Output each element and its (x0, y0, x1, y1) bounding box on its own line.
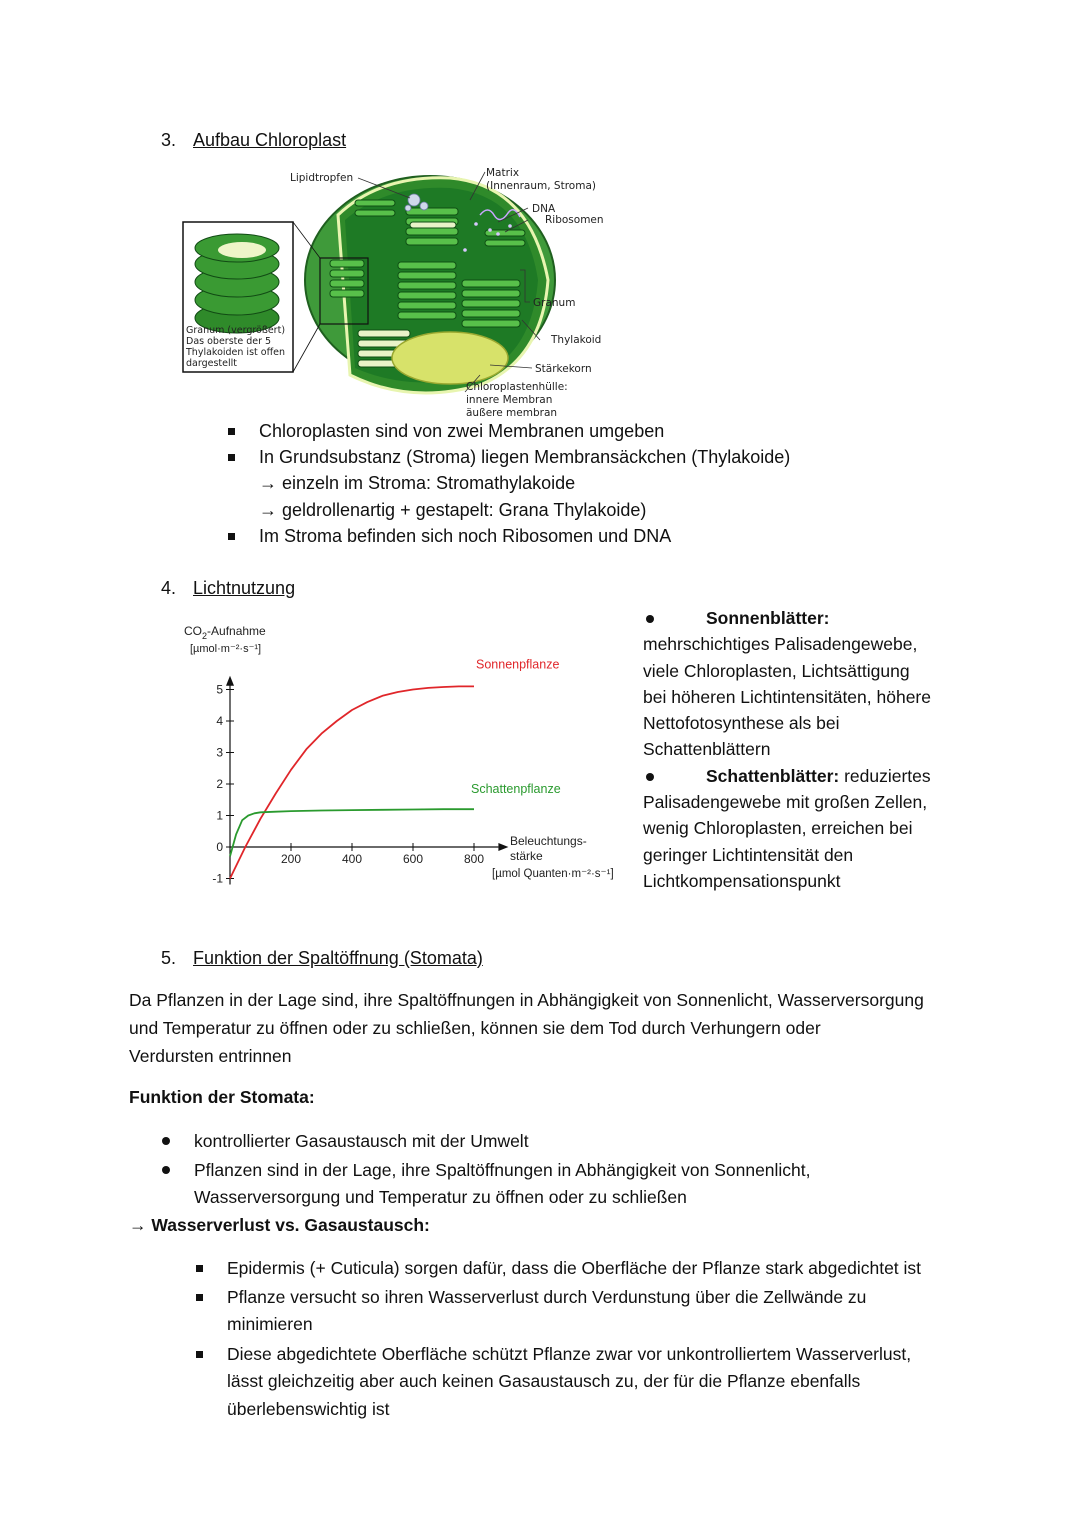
starch-grain (392, 332, 508, 384)
bullet-text: Chloroplasten sind von zwei Membranen umgeben (259, 421, 665, 441)
bullet-dot (162, 1137, 170, 1145)
x-axis-arrow (498, 843, 508, 851)
section-5-heading (161, 948, 483, 969)
series-label-schattenpflanze: Schattenpflanze (471, 782, 561, 797)
sub-bullet-text: → geldrollenartig + gestapelt: Grana Thylakoide) (259, 500, 647, 520)
y-axis-arrow (226, 676, 234, 686)
sun-leaves-line: mehrschichtiges Palisadengewebe, (643, 634, 918, 655)
x-tick-label: 400 (341, 852, 363, 866)
y-tick-label: 5 (216, 682, 223, 697)
shade-leaves-heading-row (643, 763, 973, 789)
shade-leaves-line: Lichtkompensationspunkt (643, 870, 841, 891)
label-matrix: Matrix (486, 167, 520, 179)
bullet-text: kontrollierter Gasaustausch mit der Umwelt (194, 1131, 529, 1151)
inset-caption-4: dargestellt (186, 358, 237, 369)
y-tick-label: 1 (216, 808, 223, 823)
series-label-sonnenpflanze: Sonnenpflanze (476, 657, 560, 672)
label-granum: Granum (533, 297, 576, 309)
leaf-comparison-text (643, 605, 973, 894)
label-starch: Stärkekorn (535, 363, 592, 375)
bullet-text-cont: Wasserversorgung und Temperatur zu öffnen oder zu schließen (194, 1187, 687, 1207)
label-lipid: Lipidtropfen (290, 172, 354, 184)
y-tick-label: 4 (216, 714, 223, 728)
sun-leaves-line: Nettofotosynthese als bei (643, 713, 840, 734)
shade-leaves-line: geringer Lichtintensität den (643, 844, 854, 865)
inset-caption-1: Granum (vergrößert) (186, 325, 286, 336)
section-title: Funktion der Spaltöffnung (Stomata) (193, 948, 483, 968)
section-4-heading (161, 578, 295, 599)
shade-leaves-line: Palisadengewebe mit großen Zellen, (643, 792, 928, 813)
bullet-dot (646, 615, 654, 623)
bullet-text: In Grundsubstanz (Stroma) liegen Membransäckchen (Thylakoide) (259, 447, 791, 467)
x-axis-unit: [µmol Quanten·m⁻²·s⁻¹] (492, 868, 614, 880)
y-tick-label: 0 (216, 840, 223, 854)
bullet-text-cont: überlebenswichtig ist (227, 1399, 390, 1419)
y-tick-label: 2 (216, 777, 223, 791)
y-axis-unit: [µmol·m⁻²·s⁻¹] (190, 643, 262, 655)
x-axis-label-1: Beleuchtungs- (510, 834, 587, 848)
shade-leaves-line: wenig Chloroplasten, erreichen bei (643, 818, 913, 839)
label-dna: DNA (532, 203, 556, 215)
bullet-square (196, 1351, 203, 1358)
section-number: 3. (161, 130, 177, 150)
sub-bullet-text: → einzeln im Stroma: Stromathylakoide (259, 473, 576, 493)
label-ribosomes: Ribosomen (545, 214, 604, 226)
bullet-square (228, 454, 235, 461)
bullet-text: Pflanzen sind in der Lage, ihre Spaltöffnungen in Abhängigkeit von Sonnenlicht, (194, 1160, 811, 1180)
bullet-dot (162, 1166, 170, 1174)
shade-leaves-first: reduziertes (839, 765, 931, 786)
bullet-text: Pflanze versucht so ihren Wasserverlust durch Verdunstung über die Zellwände zu (227, 1287, 867, 1307)
label-hull: Chloroplastenhülle: (466, 381, 568, 393)
bullet-square (228, 428, 235, 435)
chloroplast-diagram (180, 160, 620, 422)
bullet-text: Im Stroma befinden sich noch Ribosomen und DNA (259, 526, 672, 546)
y-tick-label: -1 (212, 871, 223, 886)
intro-paragraph (129, 986, 979, 1070)
section-3-heading (161, 130, 346, 151)
inset-caption-2: Das oberste der 5 (186, 336, 272, 347)
x-tick-label: 600 (402, 852, 424, 866)
sun-leaves-heading: Sonnenblätter: (706, 608, 830, 628)
bullet-text-cont: minimieren (227, 1314, 313, 1334)
paragraph-line: und Temperatur zu öffnen oder zu schließen, können sie dem Tod durch Verhungern oder (129, 1018, 821, 1038)
bullet-text: Epidermis (+ Cuticula) sorgen dafür, dass die Oberfläche der Pflanze stark abgedichtet ist (227, 1258, 922, 1278)
y-tick-label: 3 (216, 745, 223, 760)
y-axis-label: $CO_2$-Aufnahme (184, 624, 266, 641)
x-tick-label: 200 (280, 852, 302, 866)
label-outer-membrane: äußere membran (466, 407, 558, 419)
shade-leaves-heading: Schattenblätter: (706, 765, 840, 786)
bullet-square (228, 533, 235, 540)
label-thylakoid: Thylakoid (551, 334, 602, 346)
section-title: Aufbau Chloroplast (193, 130, 347, 150)
function-heading: Funktion der Stomata: (129, 1087, 315, 1107)
bullet-dot (646, 773, 654, 781)
sun-leaves-line: Schattenblättern (643, 739, 771, 760)
label-inner-membrane: innere Membran (466, 394, 553, 406)
paragraph-line: Verdursten entrinnen (129, 1046, 292, 1066)
sun-leaves-line: bei höheren Lichtintensitäten, höhere (643, 686, 931, 707)
bullet-text-cont: lässt gleichzeitig aber auch keinen Gasaustausch zu, der für die Pflanze ebenfalls (227, 1371, 861, 1391)
x-axis-label-2: stärke (510, 849, 543, 863)
light-response-chart (170, 615, 630, 895)
water-vs-gas-heading: → Wasserverlust vs. Gasaustausch: (129, 1215, 430, 1235)
inset-caption-3: Thylakoiden ist offen (186, 347, 285, 358)
section-number: 5. (161, 948, 177, 968)
label-matrix-detail: (Innenraum, Stroma) (486, 180, 596, 192)
bullet-square (196, 1294, 203, 1301)
sun-leaves-line: viele Chloroplasten, Lichtsättigung (643, 660, 910, 681)
section-title: Lichtnutzung (193, 578, 296, 598)
bullet-text: Diese abgedichtete Oberfläche schützt Pflanze zwar vor unkontrolliertem Wasserverlust, (227, 1344, 912, 1364)
bullet-square (196, 1265, 203, 1272)
inset-granum-stack (195, 234, 279, 333)
section-number: 4. (161, 578, 177, 598)
x-tick-label: 800 (463, 852, 485, 866)
paragraph-line: Da Pflanzen in der Lage sind, ihre Spaltöffnungen in Abhängigkeit von Sonnenlicht, Wasserversorgung (129, 990, 924, 1010)
